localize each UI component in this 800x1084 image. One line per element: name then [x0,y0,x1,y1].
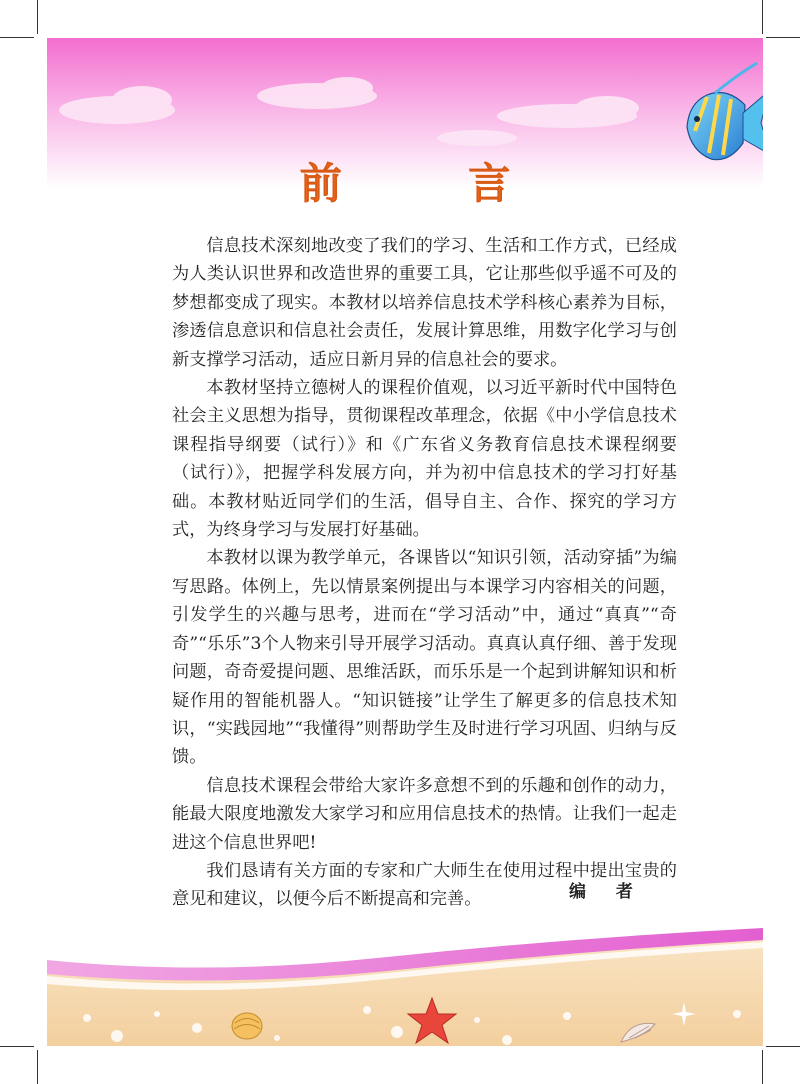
crop-mark [766,37,800,38]
page-title: 前 言 [299,159,567,208]
crop-mark [762,0,763,34]
crop-mark [37,0,38,34]
crop-mark [766,1046,800,1047]
crop-mark [762,1050,763,1084]
paragraph: 信息技术课程会带给大家许多意想不到的乐趣和创作的动力，能最大限度地激发大家学习和应用信息技术的热情。让我们一起走进这个信息世界吧! [172,775,677,853]
paragraph: 本教材以课为教学单元，各课皆以“知识引领，活动穿插”为编写思路。体例上，先以情景案例提出与本课学习内容相关的问题，引发学生的兴趣与思考，进而在“学习活动”中，通过“真真”“奇奇”“乐乐”3个人物来引导开展学习活动。真真认真仔细、善于发现问题，奇奇爱提问题、思维活跃，而乐乐是一个起到讲解知识和析疑作用的智能机器人。“知识链接”让学生了解更多的信息技术知识，“实践园地”“我懂得”则帮助学生及时进行学习巩固、归纳与反馈。 [172,548,677,768]
beach-footer [47,928,763,1046]
crop-mark [37,1050,38,1084]
preface-body [172,232,677,914]
signature: 编 者 [569,882,645,902]
paragraph: 信息技术深刻地改变了我们的学习、生活和工作方式，已经成为人类认识世界和改造世界的重要工具，它让那些似乎遥不可及的梦想都变成了现实。本教材以培养信息技术学科核心素养为目标，渗透信息意识和信息社会责任，发展计算思维，用数字化学习与创新支撑学习活动，适应日新月异的信息社会的要求。 [172,236,677,370]
paragraph: 本教材坚持立德树人的课程价值观，以习近平新时代中国特色社会主义思想为指导，贯彻课程改革理念，依据《中小学信息技术课程指导纲要（试行）》和《广东省义务教育信息技术课程纲要（试行）》，把握学科发展方向，并为初中信息技术的学习打好基础。本教材贴近同学们的生活，倡导自主、合作、探究的学习方式，为终身学习与发展打好基础。 [172,378,677,541]
paragraph: 我们恳请有关方面的专家和广大师生在使用过程中提出宝贵的意见和建议，以便今后不断提高和完善。 [172,860,677,910]
crop-mark [0,37,34,38]
preface-page [47,38,763,1046]
crop-mark [0,1046,34,1047]
seashell-icon [232,1013,262,1039]
